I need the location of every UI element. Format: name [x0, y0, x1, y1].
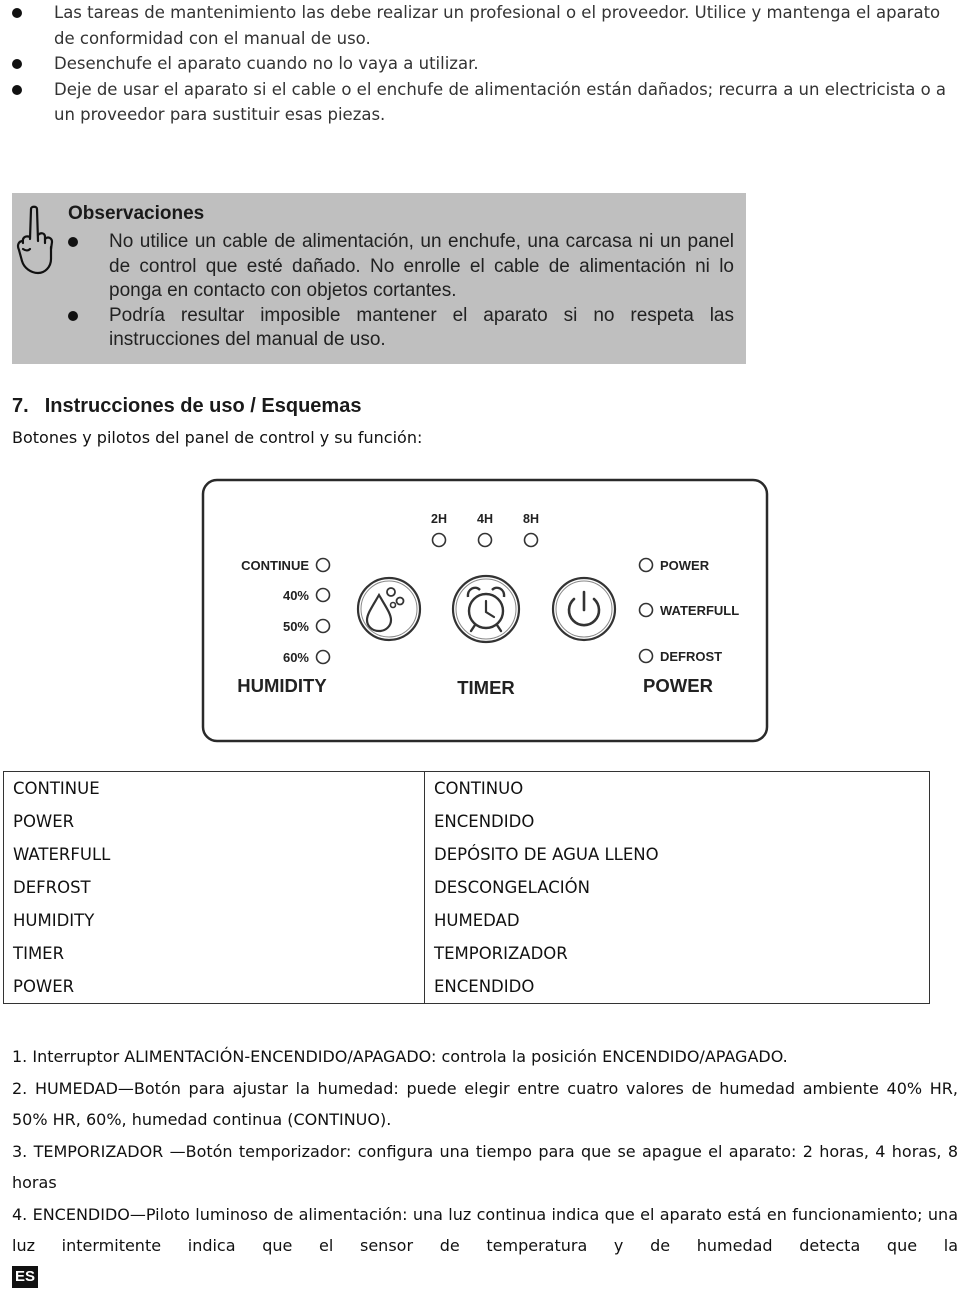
timer-2h-led [433, 534, 446, 547]
power-led-label: DEFROST [660, 649, 723, 664]
table-cell-en: DEFROST [4, 871, 425, 904]
humidity-button-label: HUMIDITY [237, 675, 327, 696]
table-row [4, 772, 930, 806]
instruction-paragraph: 3. TEMPORIZADOR —Botón temporizador: configura una tiempo para que se apague el aparato: 2 horas, 4 horas, 8 horas [12, 1141, 958, 1192]
waterfull-led [640, 604, 653, 617]
table-row [4, 970, 930, 1004]
bullet-icon [68, 237, 78, 247]
instruction-paragraph: 2. HUMEDAD—Botón para ajustar la humedad: puede elegir entre cuatro valores de humedad ambiente 40% HR, 50% HR, 60%, humedad continua (CONTINUO). [12, 1078, 958, 1129]
instruction-paragraph: 1. Interruptor ALIMENTACIÓN-ENCENDIDO/APAGADO: controla la posición ENCENDIDO/APAGADO. [12, 1047, 788, 1066]
bullet-icon [68, 311, 78, 321]
bullet-item: Desenchufe el aparato cuando no lo vaya a utilizar. [12, 51, 952, 77]
control-panel-diagram [201, 478, 769, 743]
humidity-40-led [317, 589, 330, 602]
continue-led [317, 559, 330, 572]
power-led-label: POWER [660, 558, 710, 573]
table-row [4, 871, 930, 904]
table-row [4, 838, 930, 871]
bullet-icon [12, 8, 22, 18]
table-cell-es: DEPÓSITO DE AGUA LLENO [425, 838, 930, 871]
language-badge: ES [12, 1266, 38, 1288]
humidity-led-label: 40% [282, 588, 309, 603]
power-button[interactable] [553, 578, 615, 640]
timer-8h-led [525, 534, 538, 547]
table-cell-en: POWER [4, 970, 425, 1004]
table-cell-en: WATERFULL [4, 838, 425, 871]
humidity-50-led [317, 620, 330, 633]
table-row [4, 805, 930, 838]
timer-4h-led [479, 534, 492, 547]
observation-item: Podría resultar imposible mantener el aparato si no respeta las instrucciones del manual de uso. [68, 304, 734, 353]
observation-item: No utilice un cable de alimentación, un enchufe, una carcasa ni un panel de control que esté dañado. No enrolle el cable de alimentación ni lo ponga en contacto con objetos cortantes. [68, 230, 734, 304]
translation-table [3, 771, 930, 1004]
maintenance-bullet-list [12, 0, 952, 128]
humidity-button[interactable] [358, 578, 420, 640]
table-cell-es: ENCENDIDO [425, 805, 930, 838]
humidity-led-label: 60% [282, 650, 309, 665]
power-button-label: POWER [643, 675, 713, 696]
table-cell-es: TEMPORIZADOR [425, 937, 930, 970]
table-cell-en: HUMIDITY [4, 904, 425, 937]
table-cell-en: CONTINUE [4, 772, 425, 806]
timer-led-label: 8H [523, 512, 539, 526]
section-heading [12, 395, 361, 418]
pointing-hand-icon [14, 205, 56, 277]
humidity-led-label: 50% [282, 619, 309, 634]
bullet-icon [12, 85, 22, 95]
bullet-item: Deje de usar el aparato si el cable o el enchufe de alimentación están dañados; recurra a un electricista o a un proveedor para sustituir esas piezas. [12, 77, 952, 128]
table-cell-en: POWER [4, 805, 425, 838]
table-cell-es: HUMEDAD [425, 904, 930, 937]
power-led-label: WATERFULL [660, 603, 740, 618]
instructions-paragraphs [12, 1041, 958, 1262]
table-cell-es: CONTINUO [425, 772, 930, 806]
timer-button-label: TIMER [457, 677, 515, 698]
observations-title: Observaciones [68, 203, 205, 224]
timer-button[interactable] [453, 576, 519, 642]
bullet-icon [12, 59, 22, 69]
observations-list [68, 230, 734, 353]
table-cell-es: DESCONGELACIÓN [425, 871, 930, 904]
defrost-led [640, 650, 653, 663]
table-cell-en: TIMER [4, 937, 425, 970]
bullet-item: Las tareas de mantenimiento las debe realizar un profesional o el proveedor. Utilice y mantenga el aparato de conformidad con el manual de uso. [12, 0, 952, 51]
table-row [4, 904, 930, 937]
timer-led-label: 2H [431, 512, 447, 526]
power-led [640, 559, 653, 572]
table-row [4, 937, 930, 970]
timer-led-label: 4H [477, 512, 493, 526]
humidity-led-label: CONTINUE [241, 558, 309, 573]
section-subtitle: Botones y pilotos del panel de control y su función: [12, 428, 423, 447]
instruction-paragraph: 4. ENCENDIDO—Piloto luminoso de alimentación: una luz continua indica que el aparato está en funcionamiento; una luz intermitente indica que el sensor de temperatura y de humedad detecta que la [12, 1204, 958, 1255]
section-title: Instrucciones de uso / Esquemas [44, 395, 362, 417]
table-cell-es: ENCENDIDO [425, 970, 930, 1004]
section-number: 7. [12, 395, 29, 417]
humidity-60-led [317, 651, 330, 664]
